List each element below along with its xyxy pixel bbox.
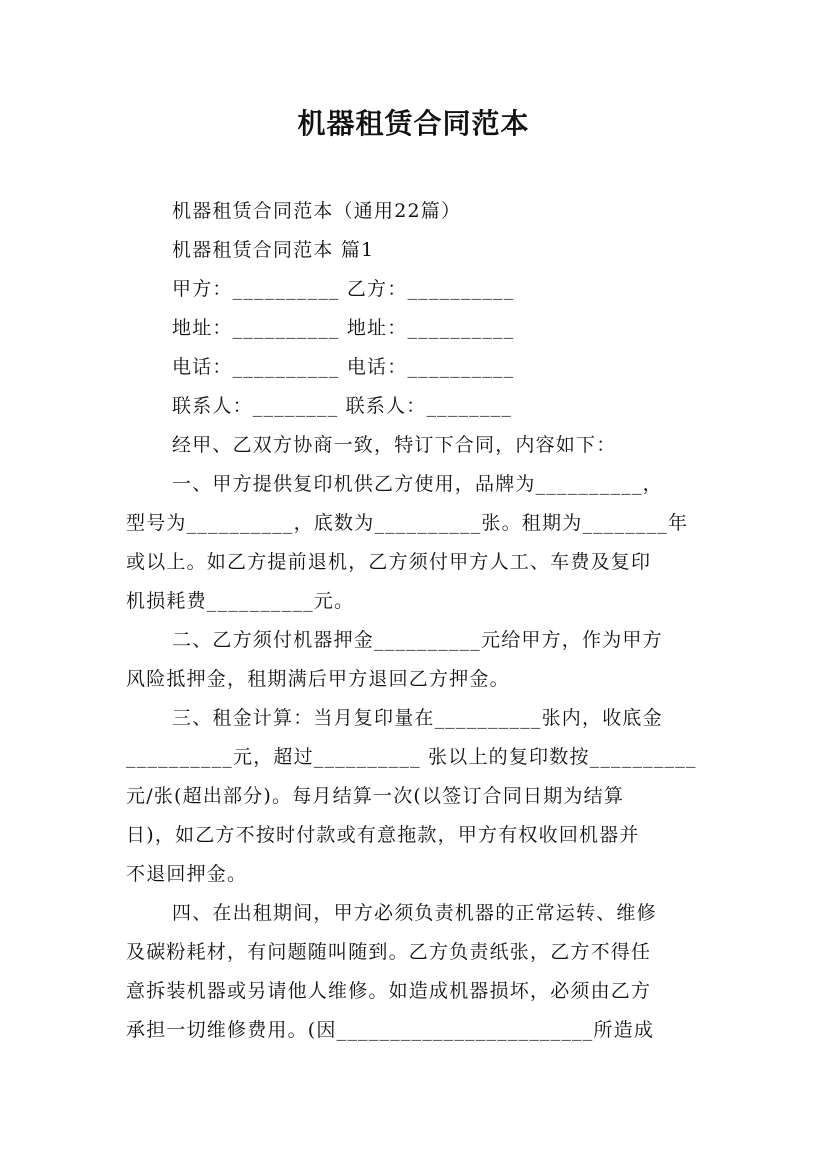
body-line: 意拆装机器或另请他人维修。如造成机器损坏，必须由乙方 — [126, 980, 652, 1002]
phone-line: 电话：__________ 电话：__________ — [172, 356, 515, 378]
body-line: 型号为__________，底数为__________张。租期为________年 — [126, 512, 689, 534]
party-line: 甲方：__________ 乙方：__________ — [172, 278, 515, 300]
body-line: 或以上。如乙方提前退机，乙方须付甲方人工、车费及复印 — [126, 551, 652, 573]
body-line: 承担一切维修费用。(因________________________所造成 — [126, 1019, 655, 1041]
body-line: __________元，超过__________ 张以上的复印数按__________ — [126, 746, 697, 768]
contact-line: 联系人：________ 联系人：________ — [172, 395, 513, 417]
body-line: 经甲、乙双方协商一致，特订下合同，内容如下： — [172, 434, 617, 456]
body-line: 三、租金计算：当月复印量在__________张内，收底金 — [172, 707, 663, 729]
subtitle-line: 机器租赁合同范本（通用22篇） — [172, 200, 462, 222]
section-heading: 机器租赁合同范本 篇1 — [172, 239, 375, 261]
body-line: 机损耗费__________元。 — [126, 590, 355, 612]
body-line: 二、乙方须付机器押金__________元给甲方，作为甲方 — [172, 629, 663, 651]
body-line: 日)，如乙方不按时付款或有意拖款，甲方有权收回机器并 — [126, 824, 640, 846]
document-title: 机器租赁合同范本 — [297, 107, 530, 140]
body-line: 不退回押金。 — [126, 863, 248, 885]
body-line: 风险抵押金，租期满后甲方退回乙方押金。 — [126, 668, 510, 690]
body-line: 四、在出租期间，甲方必须负责机器的正常运转、维修 — [172, 902, 657, 924]
body-line: 及碳粉耗材，有问题随叫随到。乙方负责纸张，乙方不得任 — [126, 941, 652, 963]
body-line: 元/张(超出部分)。每月结算一次(以签订合同日期为结算 — [126, 785, 625, 807]
body-line: 一、甲方提供复印机供乙方使用，品牌为__________， — [172, 473, 663, 495]
address-line: 地址：__________ 地址：__________ — [172, 317, 515, 339]
